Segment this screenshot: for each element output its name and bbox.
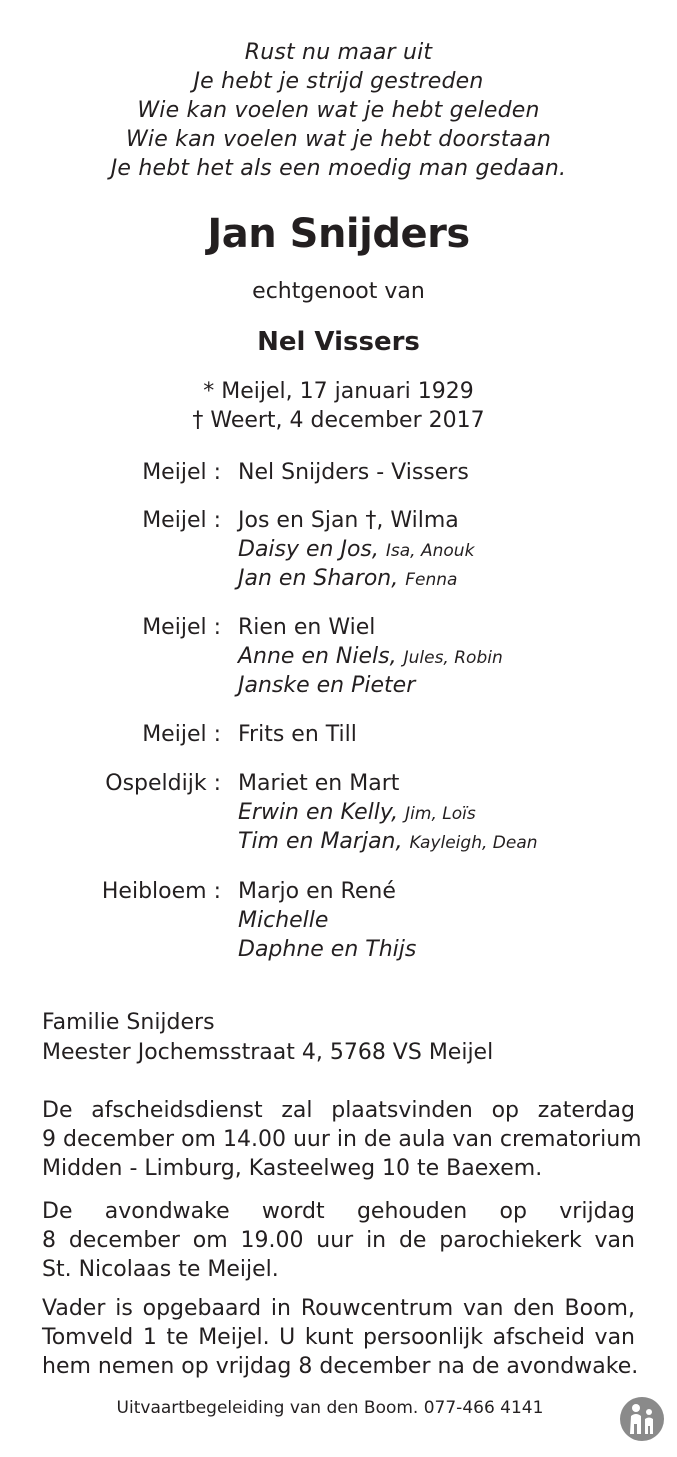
funeral-home-logo-icon bbox=[619, 1396, 665, 1442]
poem-line: Je hebt je strijd gestreden bbox=[193, 69, 484, 94]
death-date: † Weert, 4 december 2017 bbox=[192, 408, 485, 433]
family-member-line bbox=[238, 935, 416, 964]
family-place: Heibloem : bbox=[101, 879, 221, 904]
family-member-line bbox=[238, 798, 476, 829]
footer-text: Uitvaartbegeleiding van den Boom. 077-466 4141 bbox=[116, 1398, 544, 1418]
vigil-paragraph bbox=[42, 1197, 635, 1284]
member-names: Daisy en Jos, bbox=[238, 537, 379, 562]
family-place: Meijel : bbox=[142, 460, 221, 485]
grandchildren-names: Kayleigh, Dean bbox=[409, 833, 538, 853]
grandchildren-names: Jim, Loïs bbox=[405, 804, 476, 824]
family-member-line bbox=[238, 906, 328, 935]
paragraph-line: Midden - Limburg, Kasteelweg 10 te Baexem. bbox=[42, 1156, 543, 1181]
member-names: Nel Snijders - Vissers bbox=[238, 460, 469, 485]
poem-line: Je hebt het als een moedig man gedaan. bbox=[110, 156, 567, 181]
deceased-name: Jan Snijders bbox=[207, 211, 470, 257]
paragraph-line: hem nemen op vrijdag 8 december na de avondwake. bbox=[42, 1354, 639, 1379]
family-member-line bbox=[238, 671, 415, 700]
member-names: Daphne en Thijs bbox=[238, 937, 417, 962]
family-member-line bbox=[238, 458, 469, 487]
member-names: Rien en Wiel bbox=[238, 615, 376, 640]
paragraph-line: 8 december om 19.00 uur in de parochiekerk van bbox=[42, 1228, 635, 1253]
family-member-line bbox=[238, 535, 474, 566]
paragraph-line: Tomveld 1 te Meijel. U kunt persoonlijk afscheid van bbox=[42, 1325, 635, 1350]
poem bbox=[0, 38, 677, 183]
family-place: Meijel : bbox=[142, 508, 221, 533]
member-names: Marjo en René bbox=[238, 879, 396, 904]
grandchildren-names: Fenna bbox=[405, 570, 458, 590]
family-place: Meijel : bbox=[142, 722, 221, 747]
family-member-line bbox=[238, 642, 503, 673]
member-names: Tim en Marjan, bbox=[238, 829, 403, 854]
street-address: Meester Jochemsstraat 4, 5768 VS Meijel bbox=[42, 1040, 494, 1065]
paragraph-line: St. Nicolaas te Meijel. bbox=[42, 1257, 279, 1282]
spouse-name: Nel Vissers bbox=[257, 327, 420, 357]
family-member-line bbox=[238, 564, 457, 595]
family-place: Ospeldijk : bbox=[105, 771, 221, 796]
member-names: Jos en Sjan †, Wilma bbox=[238, 508, 459, 533]
poem-line: Rust nu maar uit bbox=[244, 40, 433, 65]
family-member-line bbox=[238, 720, 357, 749]
family-name: Familie Snijders bbox=[42, 1010, 215, 1035]
grandchildren-names: Isa, Anouk bbox=[385, 541, 475, 561]
paragraph-line: De avondwake wordt gehouden op vrijdag bbox=[42, 1199, 635, 1224]
member-names: Jan en Sharon, bbox=[238, 566, 399, 591]
family-address bbox=[42, 1008, 493, 1068]
birth-date: * Meijel, 17 januari 1929 bbox=[203, 379, 474, 404]
family-member-line bbox=[238, 827, 538, 858]
member-names: Anne en Niels, bbox=[238, 644, 397, 669]
member-names: Mariet en Mart bbox=[238, 771, 400, 796]
family-member-line bbox=[238, 769, 399, 798]
family-member-line bbox=[238, 506, 459, 535]
viewing-paragraph bbox=[42, 1294, 639, 1381]
service-paragraph bbox=[42, 1096, 642, 1183]
family-member-line bbox=[238, 877, 396, 906]
grandchildren-names: Jules, Robin bbox=[403, 648, 503, 668]
poem-line: Wie kan voelen wat je hebt doorstaan bbox=[125, 127, 552, 152]
poem-line: Wie kan voelen wat je hebt geleden bbox=[137, 98, 540, 123]
paragraph-line: Vader is opgebaard in Rouwcentrum van den Boom, bbox=[42, 1296, 635, 1321]
member-names: Erwin en Kelly, bbox=[238, 800, 399, 825]
life-dates bbox=[0, 377, 677, 435]
family-place: Meijel : bbox=[142, 615, 221, 640]
member-names: Michelle bbox=[238, 908, 329, 933]
spouse-label: echtgenoot van bbox=[252, 279, 425, 304]
family-member-line bbox=[238, 613, 375, 642]
paragraph-line: 9 december om 14.00 uur in de aula van crematorium bbox=[42, 1127, 642, 1152]
member-names: Janske en Pieter bbox=[238, 673, 416, 698]
member-names: Frits en Till bbox=[238, 722, 357, 747]
paragraph-line: De afscheidsdienst zal plaatsvinden op zaterdag bbox=[42, 1098, 635, 1123]
